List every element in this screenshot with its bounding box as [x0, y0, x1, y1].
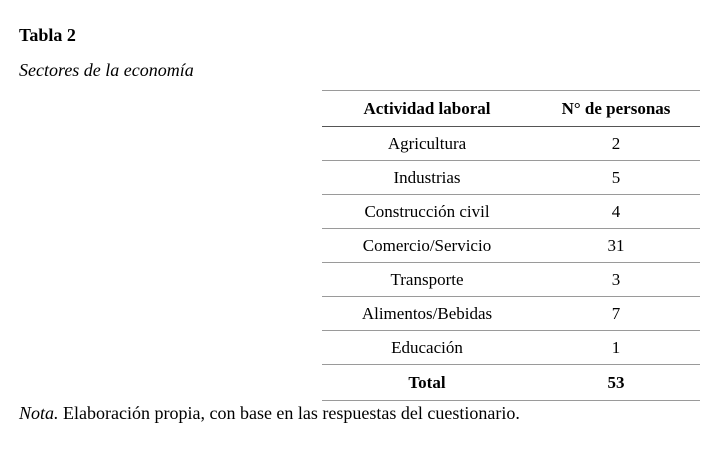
- table-row: [322, 331, 700, 365]
- row-activity: Industrias: [322, 161, 532, 195]
- table-row: [322, 229, 700, 263]
- row-count: 4: [532, 195, 700, 229]
- total-label: Total: [322, 365, 532, 401]
- row-count: 2: [532, 127, 700, 161]
- data-table-container: [322, 90, 700, 401]
- header-activity: Actividad laboral: [322, 91, 532, 127]
- table-caption-title: Tabla 2: [19, 25, 76, 45]
- total-count: 53: [532, 365, 700, 401]
- row-count: 31: [532, 229, 700, 263]
- data-table: [322, 90, 700, 401]
- row-count: 7: [532, 297, 700, 331]
- row-activity: Transporte: [322, 263, 532, 297]
- note-label: Nota.: [19, 403, 59, 423]
- row-count: 1: [532, 331, 700, 365]
- header-count: N° de personas: [532, 91, 700, 127]
- table-total-row: [322, 365, 700, 401]
- row-activity: Educación: [322, 331, 532, 365]
- table-header-row: [322, 91, 700, 127]
- table-note: [19, 402, 520, 424]
- row-activity: Comercio/Servicio: [322, 229, 532, 263]
- table-row: [322, 263, 700, 297]
- row-activity: Agricultura: [322, 127, 532, 161]
- row-activity: Alimentos/Bebidas: [322, 297, 532, 331]
- row-count: 5: [532, 161, 700, 195]
- table-row: [322, 195, 700, 229]
- table-caption-subtitle: Sectores de la economía: [19, 60, 194, 80]
- note-text: Elaboración propia, con base en las respuestas del cuestionario.: [58, 403, 520, 423]
- table-row: [322, 127, 700, 161]
- row-activity: Construcción civil: [322, 195, 532, 229]
- row-count: 3: [532, 263, 700, 297]
- table-row: [322, 297, 700, 331]
- table-row: [322, 161, 700, 195]
